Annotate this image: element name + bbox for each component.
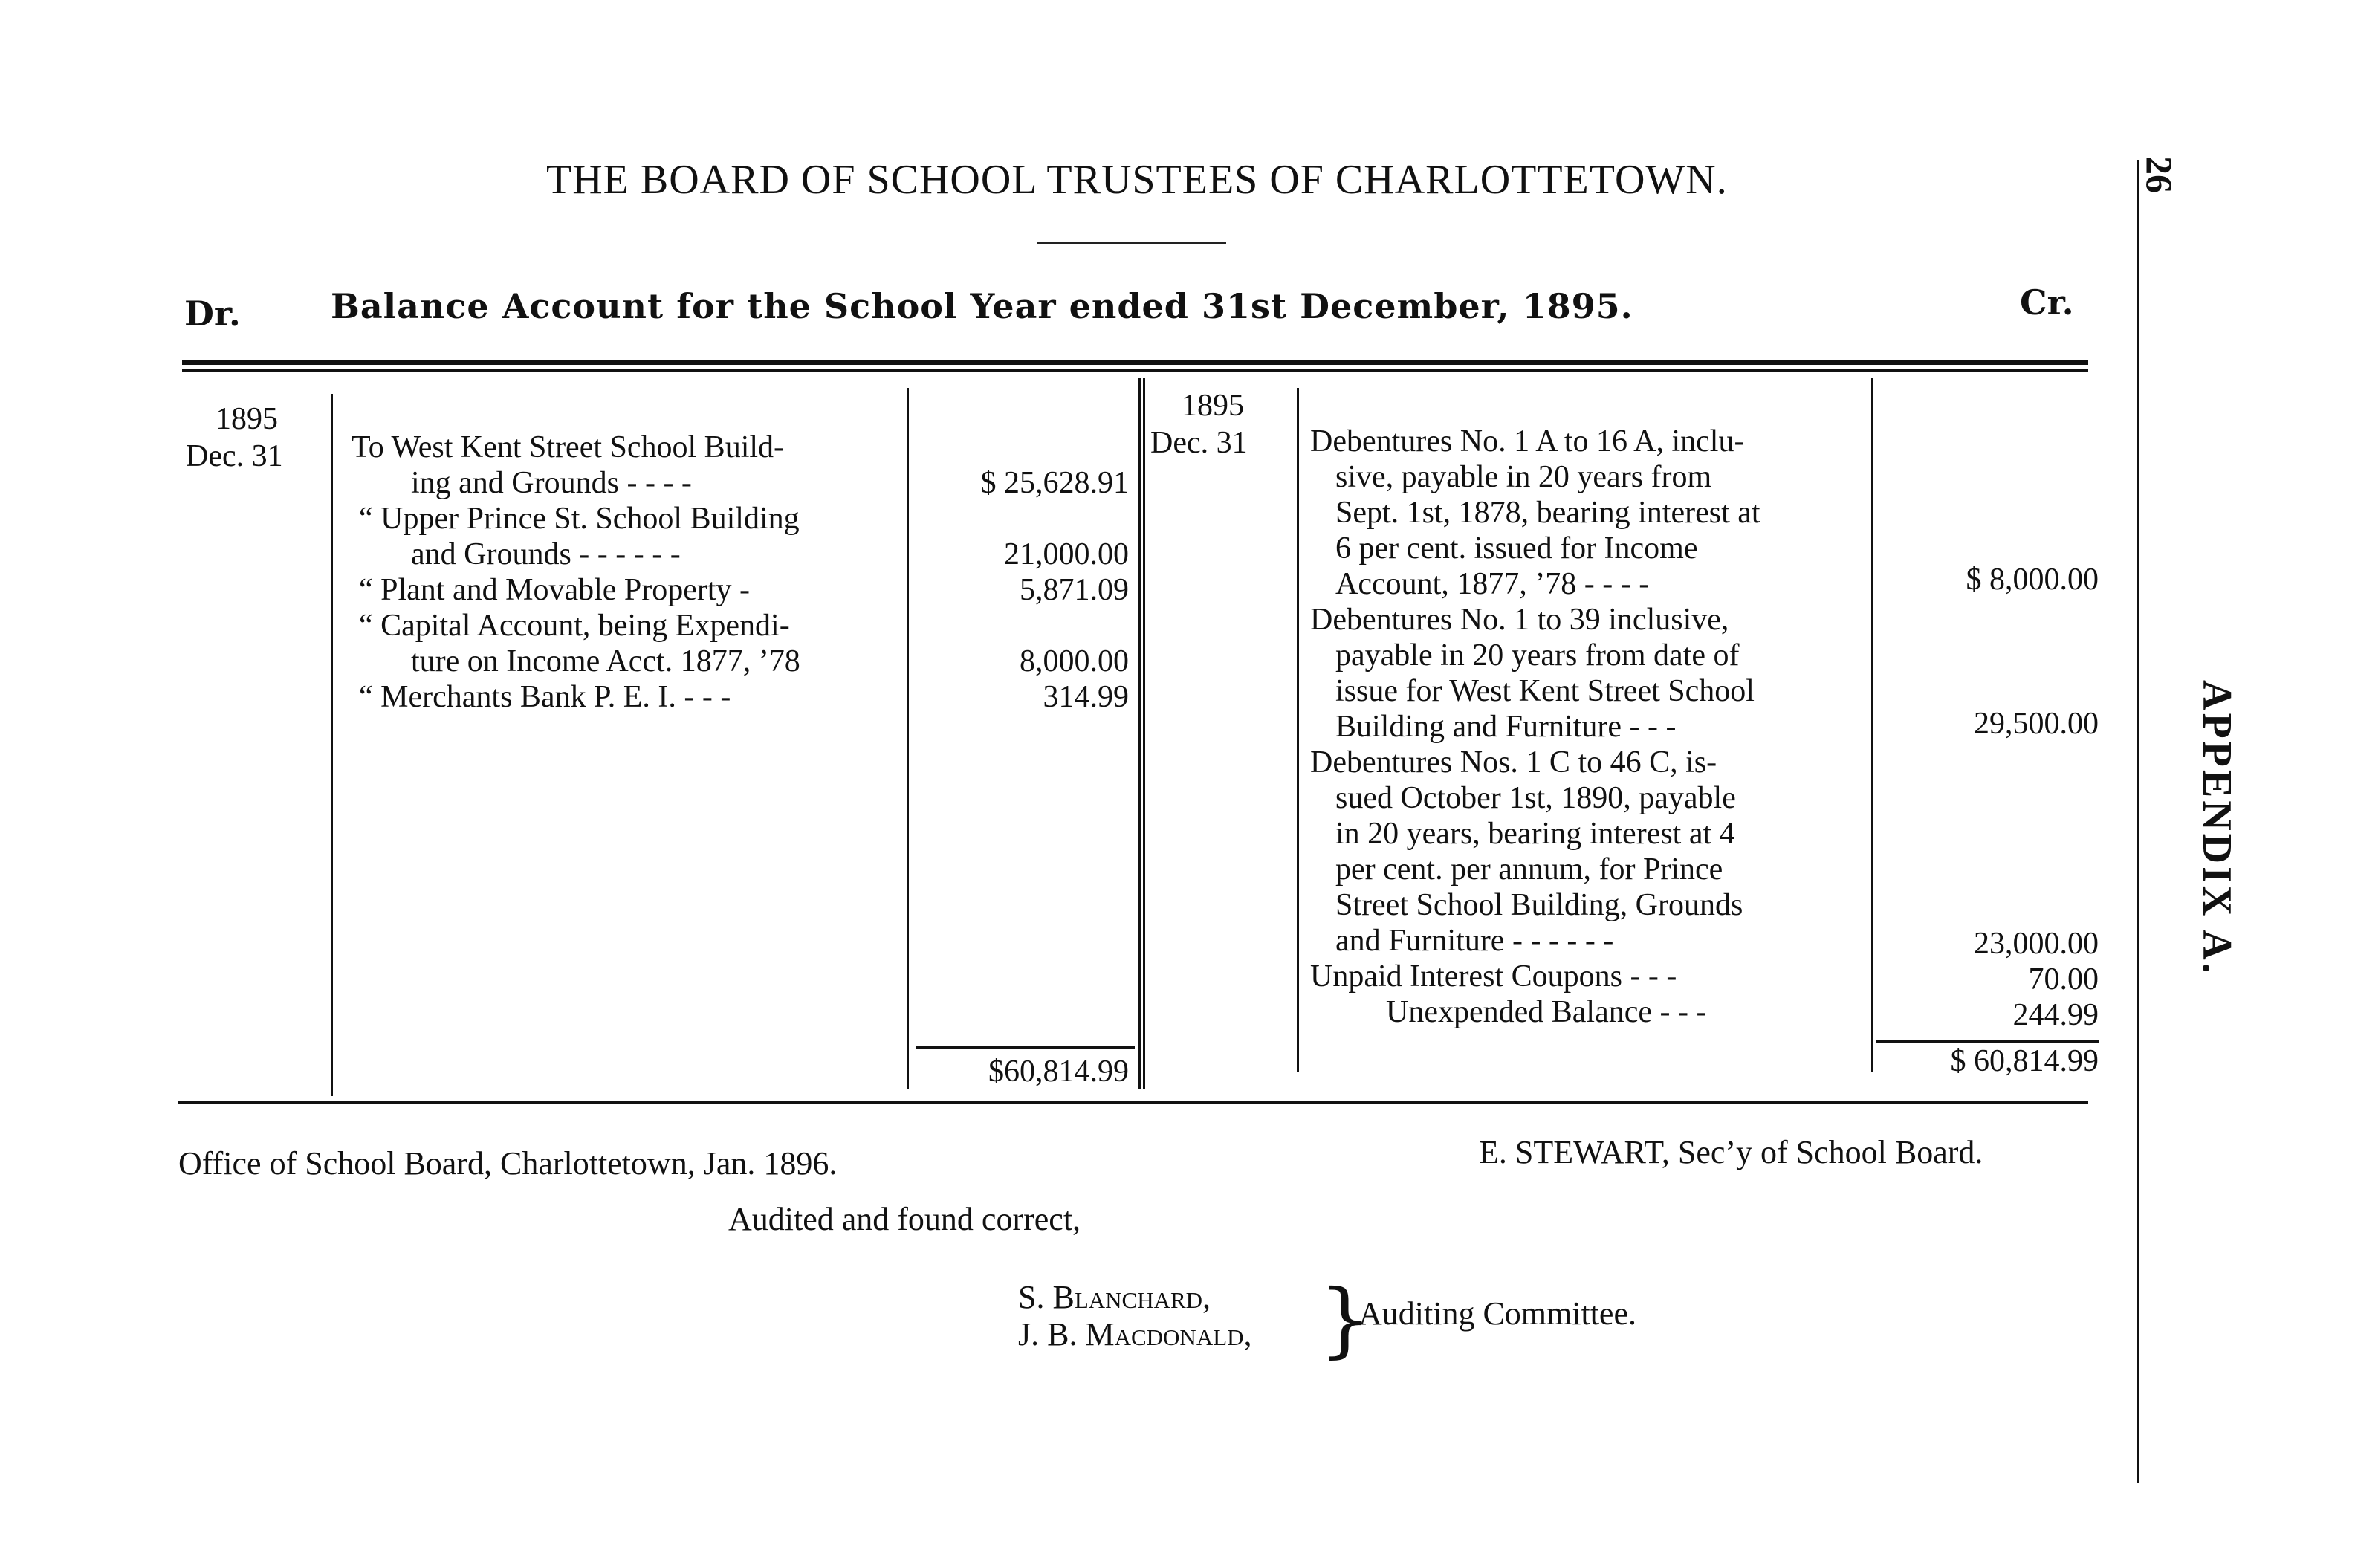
debit-amount-divider bbox=[907, 388, 909, 1089]
debit-line: “ Upper Prince St. School Building bbox=[359, 502, 800, 536]
brace-symbol: } bbox=[1319, 1271, 1371, 1367]
credit-amount: 23,000.00 bbox=[1974, 927, 2099, 961]
credit-line: sive, payable in 20 years from bbox=[1335, 460, 1712, 494]
office-line: Office of School Board, Charlottetown, Jan. 1896. bbox=[178, 1145, 838, 1182]
page-number: 26 bbox=[2139, 156, 2180, 193]
secretary-line: E. STEWART, Sec’y of School Board. bbox=[1479, 1134, 1983, 1170]
debit-amount: 314.99 bbox=[1043, 680, 1129, 714]
credit-amount: 70.00 bbox=[2028, 962, 2099, 997]
account-subtitle: Balance Account for the School Year ended 31st December, 1895. bbox=[331, 286, 1633, 326]
credit-line: 6 per cent. issued for Income bbox=[1335, 531, 1698, 566]
debit-year: 1895 bbox=[216, 402, 278, 436]
table-top-rule-thin bbox=[182, 369, 2088, 372]
debit-line: ture on Income Acct. 1877, ’78 bbox=[411, 644, 800, 678]
credit-line: Debentures No. 1 A to 16 A, inclu- bbox=[1310, 424, 1745, 459]
title-rule bbox=[1037, 242, 1226, 244]
debit-line: ing and Grounds - - - - bbox=[411, 466, 692, 500]
credit-line: in 20 years, bearing interest at 4 bbox=[1335, 817, 1735, 851]
auditor-name: S. Blanchard, bbox=[1018, 1279, 1211, 1315]
credit-line: Debentures Nos. 1 C to 46 C, is- bbox=[1310, 745, 1717, 780]
credit-amount-divider bbox=[1871, 378, 1873, 1072]
credit-line: sued October 1st, 1890, payable bbox=[1335, 781, 1736, 815]
debit-line: “ Merchants Bank P. E. I. - - - bbox=[359, 680, 731, 714]
audited-line: Audited and found correct, bbox=[728, 1201, 1081, 1237]
credit-amount: 29,500.00 bbox=[1974, 707, 2099, 741]
credit-line: Debentures No. 1 to 39 inclusive, bbox=[1310, 603, 1729, 637]
debit-total: $60,814.99 bbox=[988, 1054, 1129, 1089]
debit-date-divider bbox=[331, 394, 333, 1096]
credit-line: Unpaid Interest Coupons - - - bbox=[1310, 959, 1677, 994]
committee-label: Auditing Committee. bbox=[1358, 1295, 1636, 1332]
debit-label: Dr. bbox=[184, 294, 241, 334]
credit-line: per cent. per annum, for Prince bbox=[1335, 852, 1723, 887]
appendix-label: APPENDIX A. bbox=[2194, 680, 2240, 976]
debit-amount: $ 25,628.91 bbox=[980, 466, 1129, 500]
debit-amount: 5,871.09 bbox=[1020, 573, 1129, 607]
credit-line: issue for West Kent Street School bbox=[1335, 674, 1755, 708]
credit-total: $ 60,814.99 bbox=[1950, 1044, 2099, 1078]
credit-amount: $ 8,000.00 bbox=[1966, 563, 2099, 597]
credit-line: Account, 1877, ’78 - - - - bbox=[1335, 567, 1650, 601]
credit-line: Building and Furniture - - - bbox=[1335, 710, 1677, 744]
page-margin-rule bbox=[2137, 160, 2139, 1483]
debit-amount: 21,000.00 bbox=[1004, 537, 1129, 571]
credit-date: Dec. 31 bbox=[1150, 426, 1248, 460]
credit-line: payable in 20 years from date of bbox=[1335, 638, 1740, 673]
credit-year: 1895 bbox=[1182, 389, 1244, 423]
debit-total-rule bbox=[916, 1046, 1135, 1049]
table-bottom-rule bbox=[178, 1101, 2088, 1104]
debit-amount: 8,000.00 bbox=[1020, 644, 1129, 678]
debit-line: To West Kent Street School Build- bbox=[352, 430, 785, 464]
debit-date: Dec. 31 bbox=[186, 439, 283, 473]
credit-date-divider bbox=[1297, 388, 1299, 1072]
credit-label: Cr. bbox=[2020, 282, 2074, 323]
debit-line: “ Capital Account, being Expendi- bbox=[359, 609, 790, 643]
debit-amount-right-divider bbox=[1138, 378, 1141, 1089]
debit-line: “ Plant and Movable Property - bbox=[359, 573, 751, 607]
center-divider bbox=[1143, 378, 1145, 1089]
table-top-rule-thick bbox=[182, 360, 2088, 365]
credit-line: and Furniture - - - - - - bbox=[1335, 924, 1614, 958]
credit-line: Unexpended Balance - - - bbox=[1386, 995, 1707, 1029]
page-title: THE BOARD OF SCHOOL TRUSTEES OF CHARLOTTETOWN. bbox=[546, 157, 1728, 203]
debit-line: and Grounds - - - - - - bbox=[411, 537, 681, 571]
credit-line: Street School Building, Grounds bbox=[1335, 888, 1743, 922]
credit-amount: 244.99 bbox=[2012, 998, 2099, 1032]
credit-line: Sept. 1st, 1878, bearing interest at bbox=[1335, 496, 1760, 530]
auditor-name: J. B. Macdonald, bbox=[1018, 1316, 1252, 1352]
credit-total-rule bbox=[1876, 1040, 2099, 1043]
